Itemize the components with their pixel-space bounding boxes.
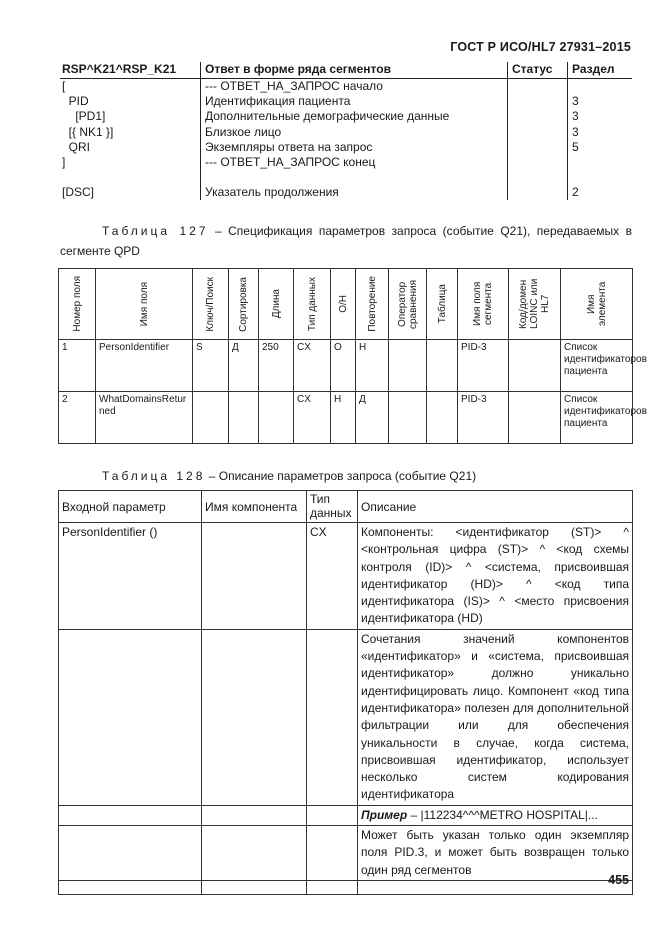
table-row (59, 880, 633, 894)
segment-table-header (60, 62, 632, 79)
col-header-description: Ответ в форме ряда сегментов (205, 62, 391, 76)
description: Сочетания значений компонентов «идентификатор» и «система, присвоившая идентификатор» должно уникально идентифицировать лицо. Компонент «код типа идентификатора» полезен для дополнительной фильтрации или для обеспечения уникальности в случае, когда система, присвоившая идентификатор, использует несколько систем кодирования идентификатора (358, 629, 633, 805)
table-cell: PersonIdentifier (96, 340, 193, 392)
table-cell: 250 (259, 340, 294, 392)
segment-name: PID (62, 94, 89, 109)
table-cell (307, 805, 358, 825)
table-row (59, 340, 633, 392)
caption-label: Таблица 127 (102, 224, 209, 238)
example-text: – |112234^^^METRO HOSPITAL|... (407, 807, 598, 822)
table-cell (202, 880, 307, 894)
table-cell: 2 (59, 392, 96, 444)
segment-name: [DSC] (62, 185, 95, 200)
table-cell (509, 340, 561, 392)
table-row (60, 79, 632, 94)
segment-description: Идентификация пациента (205, 94, 351, 109)
table-cell: PID-3 (458, 392, 509, 444)
table-cell (307, 880, 358, 894)
data-type: CX (307, 523, 358, 630)
example-cell (358, 805, 633, 825)
segment-description: Указатель продолжения (205, 185, 339, 200)
col-header-message: RSP^K21^RSP_K21 (62, 62, 177, 76)
table-128 (58, 490, 633, 895)
table-cell: Список идентификаторов пациента (561, 392, 633, 444)
description: Может быть указан только один экземпляр поля PID.3, и может быть возвращен только один ряд сегментов (358, 826, 633, 881)
table-row (60, 185, 632, 200)
table-cell (358, 880, 633, 894)
table-cell (307, 826, 358, 881)
col-header: Описание (358, 491, 633, 523)
table-row (59, 523, 633, 630)
table-row (60, 140, 632, 155)
table-cell: 1 (59, 340, 96, 392)
table-cell: Список идентификаторов пациента (561, 340, 633, 392)
col-header: Тип данных (294, 269, 331, 340)
table-cell (59, 805, 202, 825)
param-name: PersonIdentifier () (59, 523, 202, 630)
col-header: Ключ/Поиск (193, 269, 229, 340)
segment-section: 3 (572, 124, 579, 139)
example-label: Пример (361, 807, 408, 822)
table-cell: Д (356, 392, 389, 444)
table-cell: WhatDomainsReturned (96, 392, 193, 444)
table-row (60, 94, 632, 109)
table-cell (307, 629, 358, 805)
col-header: Имя поля сегмента (458, 269, 509, 340)
segment-section: 3 (572, 94, 579, 109)
segment-description: Дополнительные демографические данные (205, 109, 450, 124)
col-header: Имя компонента (202, 491, 307, 523)
col-header: Номер поля (59, 269, 96, 340)
table-cell: О (331, 340, 356, 392)
table-cell (202, 629, 307, 805)
caption-label: Таблица 128 (102, 469, 206, 483)
caption-text: – Спецификация параметров запроса (событие Q21), передаваемых в сегменте QPD (60, 224, 633, 258)
table-cell: CX (294, 340, 331, 392)
table-cell: Н (331, 392, 356, 444)
table-cell (389, 392, 427, 444)
col-header: Оператор сравнения (389, 269, 427, 340)
col-header: О/Н (331, 269, 356, 340)
col-header-status: Статус (512, 62, 553, 76)
document-header: ГОСТ Р ИСО/HL7 27931–2015 (450, 40, 631, 54)
table-cell (59, 880, 202, 894)
table-cell: Н (356, 340, 389, 392)
table-row (60, 109, 632, 124)
table-cell (193, 392, 229, 444)
description: Компоненты: <идентификатор (ST)> ^ <контрольная цифра (ST)> ^ <код схемы контроля (ID)> ^ <система, присвоившая идентификатор (HD)> ^ <код типа идентификатора (IS)> ^ <место присвоения идентификатора (HD) (358, 523, 633, 630)
table-header-row (59, 491, 633, 523)
caption-text: – Описание параметров запроса (событие Q21) (205, 469, 477, 483)
page-number: 455 (608, 873, 629, 887)
col-header: Сортировка (229, 269, 259, 340)
col-header: Таблица (427, 269, 458, 340)
table-127-caption (60, 221, 632, 261)
table-cell (229, 392, 259, 444)
col-header: Входной параметр (59, 491, 202, 523)
table-cell: Д (229, 340, 259, 392)
segment-section: 3 (572, 109, 579, 124)
table-127 (58, 268, 647, 444)
table-row (59, 826, 633, 881)
segment-section: 2 (572, 185, 579, 200)
table-cell (202, 805, 307, 825)
table-cell (389, 340, 427, 392)
component-name (202, 523, 307, 630)
table-cell (427, 392, 458, 444)
table-row (60, 125, 632, 140)
table-row (59, 392, 633, 444)
table-cell (259, 392, 294, 444)
col-header: Имя поля (96, 269, 193, 340)
table-row (60, 170, 632, 185)
table-128-caption (60, 466, 632, 486)
segment-section: 5 (572, 139, 579, 154)
col-header-section: Раздел (572, 62, 615, 76)
table-row (59, 629, 633, 805)
table-cell (59, 826, 202, 881)
table-cell: PID-3 (458, 340, 509, 392)
table-cell (202, 826, 307, 881)
segment-name: [{ NK1 }] (62, 124, 114, 139)
segment-description: Экземпляры ответа на запрос (205, 139, 373, 154)
table-cell: S (193, 340, 229, 392)
segment-table (60, 62, 632, 200)
table-cell: CX (294, 392, 331, 444)
segment-name: QRI (62, 139, 91, 154)
segment-description: Близкое лицо (205, 124, 282, 139)
col-header: Имя элемента (561, 269, 633, 340)
segment-name: [ (62, 79, 66, 93)
col-header: Код/домен LOINC или HL7 (509, 269, 561, 340)
table-cell (509, 392, 561, 444)
col-header: Длина (259, 269, 294, 340)
table-row (59, 805, 633, 825)
table-row (60, 155, 632, 170)
segment-description: --- ОТВЕТ_НА_ЗАПРОС конец (205, 154, 376, 169)
table-header-row (59, 269, 633, 340)
col-header: Тип данных (307, 491, 358, 523)
segment-name: ] (62, 154, 66, 169)
segment-description: --- ОТВЕТ_НА_ЗАПРОС начало (205, 79, 383, 93)
table-cell (59, 629, 202, 805)
col-header: Повторение (356, 269, 389, 340)
table-cell (427, 340, 458, 392)
segment-name: [PD1] (62, 109, 106, 124)
